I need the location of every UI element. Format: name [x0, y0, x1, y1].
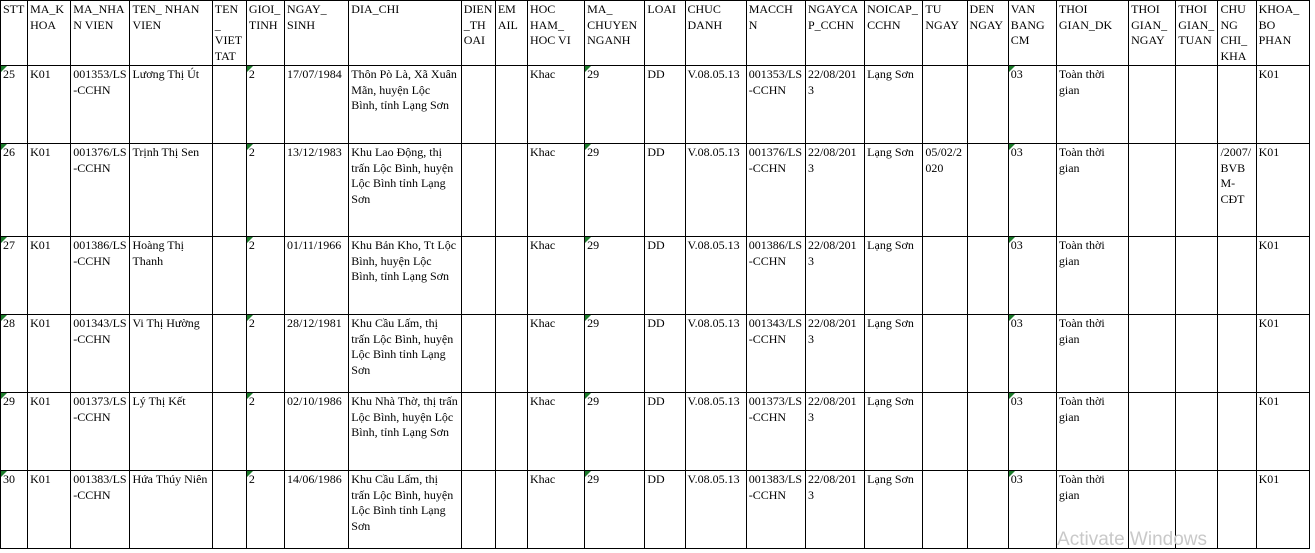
table-cell[interactable]: K01: [28, 237, 71, 315]
table-cell[interactable]: 001343/LS-CCHN: [746, 315, 805, 393]
table-cell[interactable]: Trịnh Thị Sen: [130, 144, 212, 237]
table-cell[interactable]: [1176, 315, 1218, 393]
table-cell[interactable]: [212, 393, 246, 471]
table-cell[interactable]: Lạng Sơn: [865, 471, 923, 549]
table-cell[interactable]: 22/08/2013: [805, 471, 864, 549]
table-cell[interactable]: 001383/LS-CCHN: [746, 471, 805, 549]
table-cell[interactable]: Lạng Sơn: [865, 393, 923, 471]
table-cell[interactable]: K01: [28, 471, 71, 549]
table-cell[interactable]: [923, 315, 967, 393]
table-cell[interactable]: Lạng Sơn: [865, 66, 923, 144]
table-cell[interactable]: [967, 393, 1008, 471]
table-cell[interactable]: V.08.05.13: [685, 393, 746, 471]
table-cell[interactable]: [967, 144, 1008, 237]
table-cell[interactable]: 26: [1, 144, 28, 237]
table-cell[interactable]: 29: [585, 66, 645, 144]
header-cell[interactable]: NOICAP_ CCHN: [865, 1, 923, 66]
table-cell[interactable]: [1176, 393, 1218, 471]
table-cell[interactable]: 001376/LS-CCHN: [746, 144, 805, 237]
table-cell[interactable]: Khac: [527, 393, 584, 471]
table-cell[interactable]: [495, 144, 527, 237]
table-cell[interactable]: 03: [1008, 315, 1056, 393]
table-cell[interactable]: [461, 471, 495, 549]
header-row: [1, 1, 1310, 66]
header-cell[interactable]: DIEN _TH OAI: [461, 1, 495, 66]
table-cell[interactable]: [923, 471, 967, 549]
table-cell[interactable]: [495, 393, 527, 471]
table-cell[interactable]: V.08.05.13: [685, 237, 746, 315]
table-cell[interactable]: [461, 144, 495, 237]
table-cell[interactable]: 2: [246, 393, 284, 471]
table-cell[interactable]: Khac: [527, 144, 584, 237]
table-cell[interactable]: V.08.05.13: [685, 144, 746, 237]
table-cell[interactable]: [212, 471, 246, 549]
table-cell[interactable]: Toàn thời gian: [1056, 471, 1128, 549]
header-cell[interactable]: NGAYCA P_CCHN: [805, 1, 864, 66]
header-cell[interactable]: THOI GIAN_ NGAY: [1129, 1, 1176, 66]
header-cell[interactable]: STT: [1, 1, 28, 66]
table-cell[interactable]: [461, 66, 495, 144]
header-cell[interactable]: MA_KHOA: [28, 1, 71, 66]
table-cell[interactable]: 2: [246, 237, 284, 315]
header-cell[interactable]: EM AIL: [495, 1, 527, 66]
table-cell[interactable]: [1218, 315, 1256, 393]
header-cell[interactable]: MA_ CHUYEN NGANH: [585, 1, 645, 66]
table-cell[interactable]: V.08.05.13: [685, 66, 746, 144]
table-cell[interactable]: DD: [645, 144, 685, 237]
table-cell[interactable]: 29: [585, 144, 645, 237]
table-cell[interactable]: 001373/LS-CCHN: [71, 393, 130, 471]
header-cell[interactable]: NGAY_ SINH: [285, 1, 349, 66]
table-cell[interactable]: 13/12/1983: [285, 144, 349, 237]
table-cell[interactable]: K01: [28, 144, 71, 237]
table-cell[interactable]: Khac: [527, 315, 584, 393]
table-cell[interactable]: Vi Thị Hường: [130, 315, 212, 393]
table-cell[interactable]: [1218, 66, 1256, 144]
table-cell[interactable]: 28: [1, 315, 28, 393]
table-cell[interactable]: [1129, 144, 1176, 237]
table-cell[interactable]: DD: [645, 66, 685, 144]
table-cell[interactable]: 22/08/2013: [805, 66, 864, 144]
table-row: [1, 393, 1310, 471]
table-cell[interactable]: 001376/LS-CCHN: [71, 144, 130, 237]
table-cell[interactable]: [212, 66, 246, 144]
table-cell[interactable]: K01: [28, 393, 71, 471]
table-cell[interactable]: Toàn thời gian: [1056, 315, 1128, 393]
table-cell[interactable]: 14/06/1986: [285, 471, 349, 549]
table-cell[interactable]: [923, 66, 967, 144]
table-cell[interactable]: 03: [1008, 393, 1056, 471]
table-cell[interactable]: 2: [246, 144, 284, 237]
table-cell[interactable]: [1176, 237, 1218, 315]
table-cell[interactable]: 001353/LS-CCHN: [746, 66, 805, 144]
table-cell[interactable]: [1218, 237, 1256, 315]
table-cell[interactable]: [1218, 471, 1256, 549]
table-cell[interactable]: [495, 237, 527, 315]
table-cell[interactable]: Khac: [527, 66, 584, 144]
table-cell[interactable]: 2: [246, 471, 284, 549]
table-row: [1, 315, 1310, 393]
table-cell[interactable]: 29: [585, 393, 645, 471]
table-cell[interactable]: 001383/LS-CCHN: [71, 471, 130, 549]
header-cell[interactable]: THOI GIAN_DK: [1056, 1, 1128, 66]
table-cell[interactable]: [495, 471, 527, 549]
table-cell[interactable]: 17/07/1984: [285, 66, 349, 144]
table-cell[interactable]: 03: [1008, 66, 1056, 144]
table-cell[interactable]: [1129, 393, 1176, 471]
table-cell[interactable]: Toàn thời gian: [1056, 66, 1128, 144]
header-cell[interactable]: DIA_CHI: [349, 1, 461, 66]
activate-windows-watermark: Activate Windows: [1057, 529, 1207, 550]
table-cell[interactable]: Khu Cầu Lấm, thị trấn Lộc Bình, huyện Lộc Bình tỉnh Lạng Sơn: [349, 315, 461, 393]
table-cell[interactable]: Lý Thị Kết: [130, 393, 212, 471]
table-cell[interactable]: [212, 237, 246, 315]
table-cell[interactable]: 22/08/2013: [805, 393, 864, 471]
table-cell[interactable]: DD: [645, 237, 685, 315]
table-cell[interactable]: 30: [1, 471, 28, 549]
table-cell[interactable]: [1129, 237, 1176, 315]
table-cell[interactable]: Hứa Thúy Niên: [130, 471, 212, 549]
header-cell[interactable]: LOAI: [645, 1, 685, 66]
table-cell[interactable]: Thôn Pò Là, Xã Xuân Mãn, huyện Lộc Bình, tỉnh Lạng Sơn: [349, 66, 461, 144]
table-cell[interactable]: [461, 237, 495, 315]
table-cell[interactable]: Lạng Sơn: [865, 144, 923, 237]
header-cell[interactable]: THOI GIAN_ TUAN: [1176, 1, 1218, 66]
table-cell[interactable]: [1218, 393, 1256, 471]
table-cell[interactable]: 001373/LS-CCHN: [746, 393, 805, 471]
header-cell[interactable]: DEN NGAY: [967, 1, 1008, 66]
table-cell[interactable]: 28/12/1981: [285, 315, 349, 393]
table-cell[interactable]: [1129, 315, 1176, 393]
table-cell[interactable]: 001386/LS-CCHN: [71, 237, 130, 315]
table-cell[interactable]: /2007/BVBM-CĐT: [1218, 144, 1256, 237]
table-cell[interactable]: K01: [1256, 66, 1309, 144]
table-cell[interactable]: K01: [28, 315, 71, 393]
header-cell[interactable]: TEN_ NHAN VIEN: [130, 1, 212, 66]
table-cell[interactable]: Khac: [527, 471, 584, 549]
table-cell[interactable]: V.08.05.13: [685, 471, 746, 549]
table-cell[interactable]: DD: [645, 471, 685, 549]
table-cell[interactable]: 03: [1008, 471, 1056, 549]
table-row: [1, 237, 1310, 315]
table-cell[interactable]: [212, 315, 246, 393]
table-cell[interactable]: V.08.05.13: [685, 315, 746, 393]
table-cell[interactable]: 03: [1008, 144, 1056, 237]
table-cell[interactable]: Khac: [527, 237, 584, 315]
table-cell[interactable]: Khu Cầu Lấm, thị trấn Lộc Bình, huyện Lộc Bình tỉnh Lạng Sơn: [349, 471, 461, 549]
table-cell[interactable]: 27: [1, 237, 28, 315]
table-cell[interactable]: K01: [1256, 471, 1309, 549]
table-cell[interactable]: Lạng Sơn: [865, 237, 923, 315]
table-cell[interactable]: Khu Nhà Thờ, thị trấn Lộc Bình, huyện Lộc Bình, tỉnh Lạng Sơn: [349, 393, 461, 471]
table-cell[interactable]: Khu Bản Kho, Tt Lộc Bình, huyện Lộc Bình, tỉnh Lạng Sơn: [349, 237, 461, 315]
table-cell[interactable]: DD: [645, 393, 685, 471]
table-cell[interactable]: [967, 471, 1008, 549]
table-row: [1, 144, 1310, 237]
header-cell[interactable]: CHUC DANH: [685, 1, 746, 66]
table-cell[interactable]: [967, 237, 1008, 315]
table-cell[interactable]: 2: [246, 315, 284, 393]
table-cell[interactable]: DD: [645, 315, 685, 393]
table-cell[interactable]: K01: [1256, 144, 1309, 237]
header-cell[interactable]: TEN_ VIET TAT: [212, 1, 246, 66]
table-cell[interactable]: [461, 315, 495, 393]
table-cell[interactable]: 29: [1, 393, 28, 471]
table-cell[interactable]: [967, 315, 1008, 393]
header-cell[interactable]: GIOI_ TINH: [246, 1, 284, 66]
table-cell[interactable]: 29: [585, 315, 645, 393]
table-cell[interactable]: Toàn thời gian: [1056, 144, 1128, 237]
table-cell[interactable]: 01/11/1966: [285, 237, 349, 315]
table-cell[interactable]: [212, 144, 246, 237]
table-cell[interactable]: Toàn thời gian: [1056, 393, 1128, 471]
table-cell[interactable]: [495, 315, 527, 393]
table-cell[interactable]: 22/08/2013: [805, 315, 864, 393]
table-cell[interactable]: 001386/LS-CCHN: [746, 237, 805, 315]
header-cell[interactable]: KHOA_ BO PHAN: [1256, 1, 1309, 66]
header-cell[interactable]: TU NGAY: [923, 1, 967, 66]
table-cell[interactable]: Hoàng Thị Thanh: [130, 237, 212, 315]
table-cell[interactable]: 29: [585, 471, 645, 549]
table-cell[interactable]: [1129, 66, 1176, 144]
header-cell[interactable]: MA_NHAN VIEN: [71, 1, 130, 66]
table-cell[interactable]: 02/10/1986: [285, 393, 349, 471]
header-cell[interactable]: CHU NG CHI_ KHA: [1218, 1, 1256, 66]
header-cell[interactable]: VAN BANG CM: [1008, 1, 1056, 66]
table-cell[interactable]: 001353/LS-CCHN: [71, 66, 130, 144]
table-cell[interactable]: 05/02/2020: [923, 144, 967, 237]
table-cell[interactable]: K01: [1256, 237, 1309, 315]
table-cell[interactable]: [1176, 144, 1218, 237]
table-cell[interactable]: 22/08/2013: [805, 237, 864, 315]
table-cell[interactable]: [967, 66, 1008, 144]
table-cell[interactable]: [495, 66, 527, 144]
table-cell[interactable]: 25: [1, 66, 28, 144]
header-cell[interactable]: HOC HAM_ HOC VI: [527, 1, 584, 66]
table-cell[interactable]: K01: [1256, 315, 1309, 393]
table-cell[interactable]: 03: [1008, 237, 1056, 315]
table-cell[interactable]: [923, 393, 967, 471]
table-row: [1, 66, 1310, 144]
table-cell[interactable]: Toàn thời gian: [1056, 237, 1128, 315]
table-cell[interactable]: [461, 393, 495, 471]
table-cell[interactable]: 001343/LS-CCHN: [71, 315, 130, 393]
header-cell[interactable]: MACCH N: [746, 1, 805, 66]
table-cell[interactable]: K01: [28, 66, 71, 144]
table-cell[interactable]: [923, 237, 967, 315]
table-cell[interactable]: K01: [1256, 393, 1309, 471]
table-cell[interactable]: 2: [246, 66, 284, 144]
table-cell[interactable]: 22/08/2013: [805, 144, 864, 237]
table-cell[interactable]: [1176, 66, 1218, 144]
table-cell[interactable]: Lạng Sơn: [865, 315, 923, 393]
table-cell[interactable]: Khu Lao Động, thị trấn Lộc Bình, huyện Lộc Bình tỉnh Lạng Sơn: [349, 144, 461, 237]
table-cell[interactable]: 29: [585, 237, 645, 315]
table-cell[interactable]: Lương Thị Út: [130, 66, 212, 144]
